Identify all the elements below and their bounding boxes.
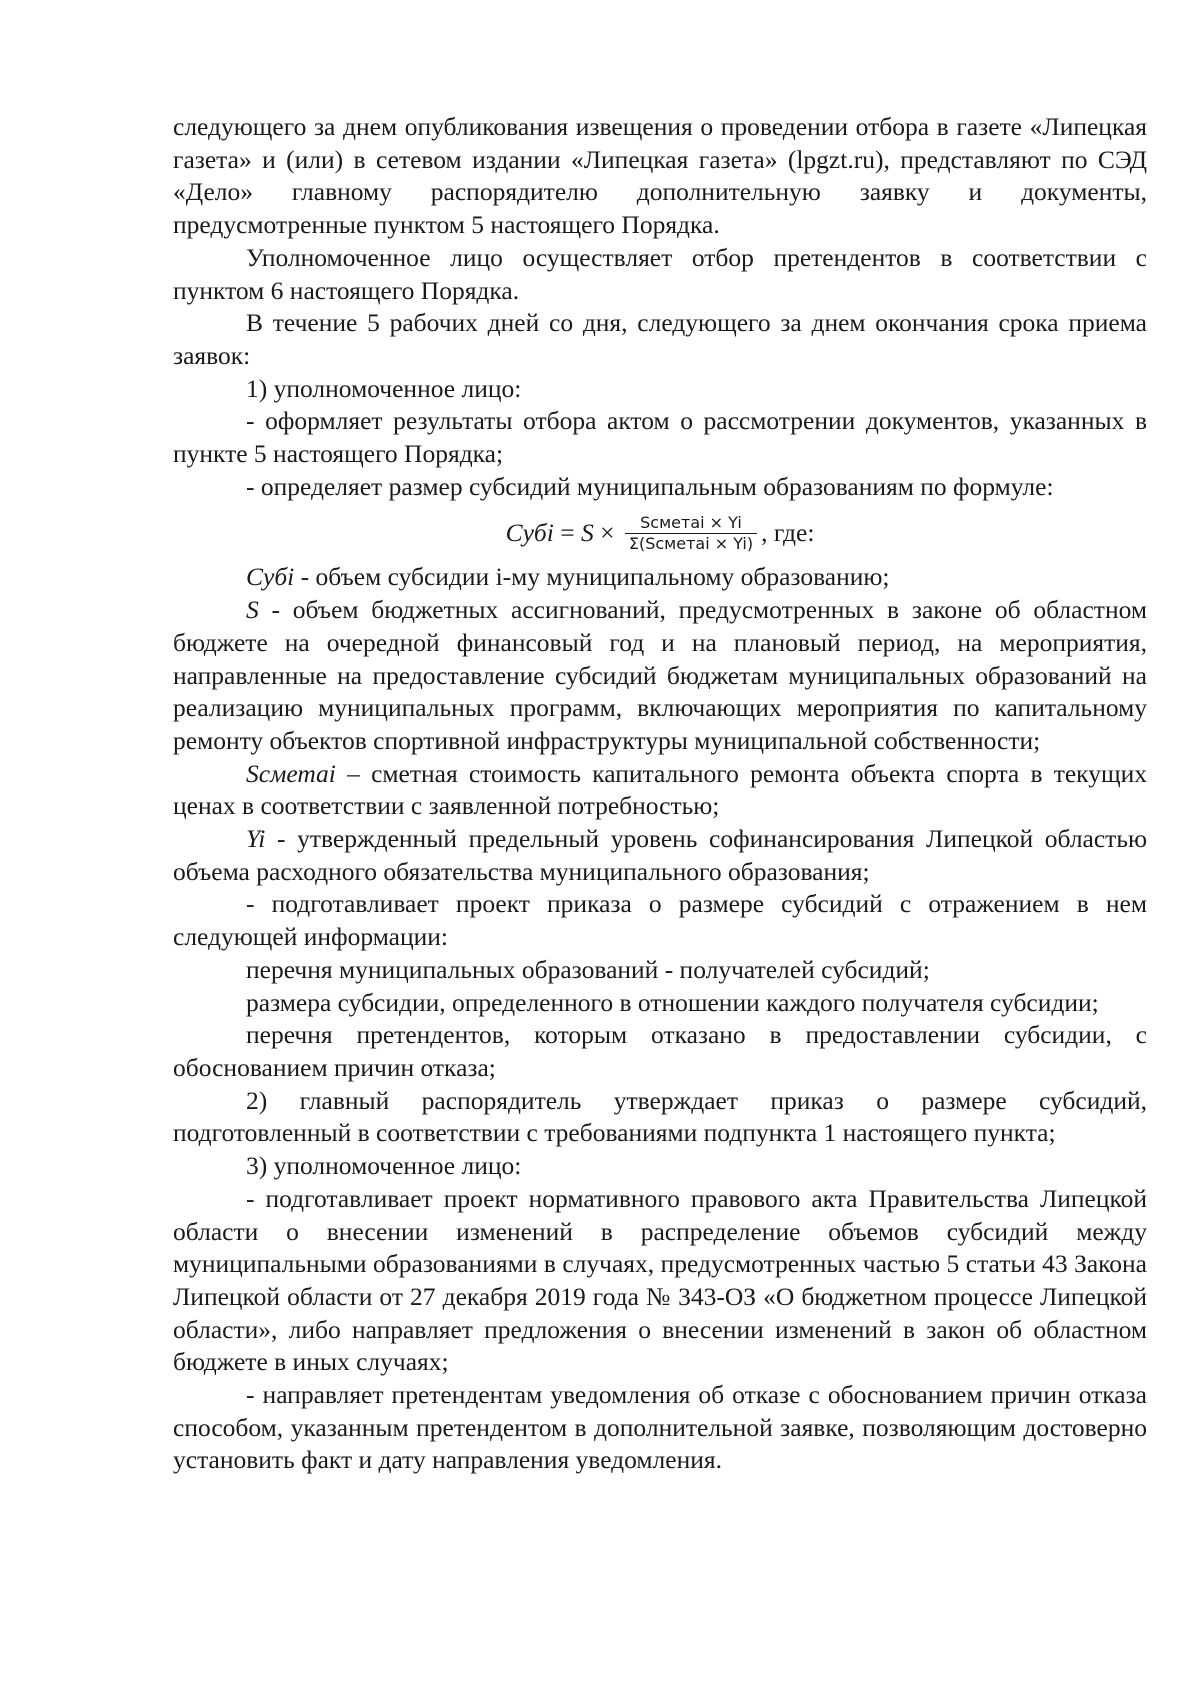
- paragraph: [173, 888, 1147, 953]
- paragraph: [173, 373, 1147, 406]
- formula-equals: =: [553, 518, 581, 548]
- variable-term: Sсметаi: [246, 758, 336, 788]
- paragraph-text: - утвержденный предельный уровень софинансирования Липецкой областью объема расходного обязательства муниципального образования;: [173, 824, 1147, 886]
- paragraph: [173, 111, 1147, 242]
- paragraph: [173, 1183, 1147, 1379]
- paragraphs-after-formula: [173, 561, 1147, 1477]
- formula-fraction: [625, 513, 757, 554]
- paragraph-text: - определяет размер субсидий муниципальным образованиям по формуле:: [246, 471, 1054, 501]
- paragraph: [173, 561, 1147, 594]
- paragraph: [173, 758, 1147, 823]
- formula-lhs: Субi: [505, 518, 554, 548]
- paragraph: [173, 405, 1147, 470]
- paragraph-text: 1) уполномоченное лицо:: [246, 373, 522, 403]
- paragraphs-before-formula: [173, 111, 1147, 503]
- paragraph: [173, 471, 1147, 504]
- document-page: [173, 111, 1147, 1477]
- paragraph: [173, 954, 1147, 987]
- paragraph-text: - подготавливает проект нормативного правового акта Правительства Липецкой области о внесении изменений в распределение объемов субсидий между муниципальными образованиями в случаях, предусмотренных частью 5 статьи 43 Закона Липецкой области от 27 декабря 2019 года № 343-ОЗ «О бюджетном процессе Липецкой области», либо направляет предложения о внесении изменений в закон об областном бюджете в иных случаях;: [173, 1183, 1147, 1377]
- paragraph: [173, 823, 1147, 888]
- paragraph: [173, 242, 1147, 307]
- paragraph-text: следующего за днем опубликования извещения о проведении отбора в газете «Липецкая газета» и (или) в сетевом издании «Липецкая газета» (lpgzt.ru), представляют по СЭД «Дело» главному распорядителю дополнительную заявку и документы, предусмотренные пунктом 5 настоящего Порядка.: [173, 112, 1147, 240]
- paragraph-text: В течение 5 рабочих дней со дня, следующего за днем окончания срока приема заявок:: [173, 308, 1147, 370]
- paragraph: [173, 1019, 1147, 1084]
- variable-term: Yi: [246, 824, 266, 854]
- variable-term: Субi: [246, 562, 295, 592]
- paragraph-text: 2) главный распорядитель утверждает приказ о размере субсидий, подготовленный в соответствии с требованиями подпункта 1 настоящего пункта;: [173, 1085, 1147, 1148]
- paragraph-text: - направляет претендентам уведомления об отказе с обоснованием причин отказа способом, указанным претендентом в дополнительной заявке, позволяющим достоверно установить факт и дату направления уведомления.: [173, 1380, 1147, 1475]
- paragraph-text: - оформляет результаты отбора актом о рассмотрении документов, указанных в пункте 5 настоящего Порядка;: [173, 406, 1147, 469]
- paragraph-text: - объем бюджетных ассигнований, предусмотренных в законе об областном бюджете на очередной финансовый год и на плановый период, на мероприятия, направленные на предоставление субсидий бюджетам муниципальных образований на реализацию муниципальных программ, включающих мероприятия по капитальному ремонту объектов спортивной инфраструктуры муниципальной собственности;: [173, 595, 1147, 755]
- paragraph-text: размера субсидии, определенного в отношении каждого получателя субсидии;: [246, 987, 1099, 1017]
- paragraph: [173, 1085, 1147, 1150]
- paragraph: [173, 1379, 1147, 1477]
- paragraph: [173, 307, 1147, 372]
- formula-numerator: Sсметаi × Yi: [625, 513, 757, 534]
- paragraph-text: Уполномоченное лицо осуществляет отбор претендентов в соответствии с пунктом 6 настоящего Порядка.: [173, 242, 1147, 305]
- paragraph-text: – сметная стоимость капитального ремонта объекта спорта в текущих ценах в соответствии с заявленной потребностью;: [173, 758, 1147, 821]
- paragraph-text: - подготавливает проект приказа о размере субсидий с отражением в нем следующей информации:: [173, 889, 1147, 952]
- paragraph-text: 3) уполномоченное лицо:: [246, 1151, 522, 1181]
- paragraph: [173, 594, 1147, 758]
- paragraph-text: перечня муниципальных образований - получателей субсидий;: [246, 954, 930, 984]
- variable-term: S: [246, 595, 259, 625]
- subsidy-formula: [173, 505, 1147, 557]
- paragraph-text: - объем субсидии i-му муниципальному образованию;: [294, 562, 890, 592]
- formula-times: ×: [593, 518, 621, 548]
- paragraph-text: перечня претендентов, которым отказано в предоставлении субсидии, с обоснованием причин отказа;: [173, 1020, 1147, 1082]
- formula-s: S: [580, 518, 594, 548]
- formula-denominator: Σ(Sсметаi × Yi): [628, 534, 754, 554]
- formula-tail: , где:: [761, 518, 815, 548]
- paragraph: [173, 987, 1147, 1020]
- paragraph: [173, 1150, 1147, 1183]
